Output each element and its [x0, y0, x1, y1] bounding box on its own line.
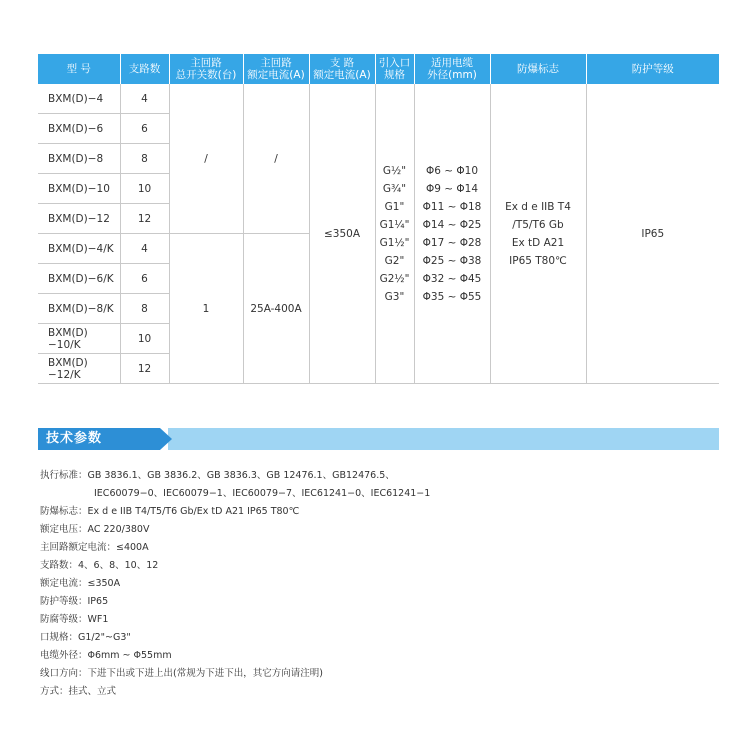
explosion-mark-cell: Ex d e IIB T4 /T5/T6 Gb Ex tD A21 IP65 T80℃ — [490, 84, 586, 384]
header-branches: 支路数 — [120, 54, 169, 84]
param-explosion-mark: 防爆标志：Ex d e IIB T4/T5/T6 Gb/Ex tD A21 IP65 T80℃ — [40, 506, 300, 517]
header-model: 型 号 — [38, 54, 120, 84]
param-branch-count: 支路数：4、6、8、10、12 — [40, 560, 159, 571]
param-inlet-spec: 口规格：G1/2"~G3" — [40, 632, 131, 643]
branches-cell: 10 — [120, 324, 169, 354]
model-cell: BXM(D)−4/K — [38, 234, 120, 264]
header-cable-diameter: 适用电缆 外径(mm) — [414, 54, 490, 84]
param-main-current: 主回路额定电流：≤400A — [40, 542, 149, 553]
main-current-cell: / — [243, 84, 309, 234]
branches-cell: 4 — [120, 234, 169, 264]
cable-diameter-cell: Φ6 ~ Φ10 Φ9 ~ Φ14 Φ11 ~ Φ18 Φ14 ~ Φ25 Φ17 ~ Φ28 Φ25 ~ Φ38 Φ32 ~ Φ45 Φ35 ~ Φ55 — [414, 84, 490, 384]
model-cell: BXM(D)−4 — [38, 84, 120, 114]
param-cable-diameter: 电缆外径：Φ6mm ~ Φ55mm — [40, 650, 172, 661]
branches-cell: 12 — [120, 204, 169, 234]
tech-params-list — [40, 467, 720, 701]
model-cell: BXM(D)−8/K — [38, 294, 120, 324]
branches-cell: 6 — [120, 114, 169, 144]
section-title: 技术参数 — [38, 428, 160, 450]
branches-cell: 12 — [120, 354, 169, 384]
param-rated-voltage: 额定电压：AC 220/380V — [40, 524, 150, 535]
header-branch-current: 支 路 额定电流(A) — [309, 54, 375, 84]
table-header-row — [38, 54, 719, 84]
model-cell: BXM(D)−6/K — [38, 264, 120, 294]
param-standards: 执行标准：GB 3836.1、GB 3836.2、GB 3836.3、GB 12476.1、GB12476.5、 — [40, 470, 395, 481]
branches-cell: 6 — [120, 264, 169, 294]
param-cable-direction: 线口方向：下进下出或下进上出(常规为下进下出，其它方向请注明) — [40, 668, 323, 679]
model-cell: BXM(D)−12 — [38, 204, 120, 234]
header-inlet-spec: 引入口 规格 — [375, 54, 414, 84]
header-explosion-mark: 防爆标志 — [490, 54, 586, 84]
protection-cell: IP65 — [586, 84, 719, 384]
branches-cell: 8 — [120, 294, 169, 324]
model-cell: BXM(D)−6 — [38, 114, 120, 144]
main-switches-cell: 1 — [169, 234, 243, 384]
param-rated-current: 额定电流：≤350A — [40, 578, 121, 589]
param-protection: 防护等级：IP65 — [40, 596, 109, 607]
model-cell: BXM(D)−8 — [38, 144, 120, 174]
branches-cell: 8 — [120, 144, 169, 174]
branches-cell: 4 — [120, 84, 169, 114]
section-arrow-icon — [160, 428, 172, 450]
branch-current-cell: ≤350A — [309, 84, 375, 384]
header-main-current: 主回路 额定电流(A) — [243, 54, 309, 84]
model-cell: BXM(D)−10 — [38, 174, 120, 204]
model-cell: BXM(D)−10/K — [38, 324, 120, 354]
inlet-spec-cell: G½" G¾" G1" G1¼" G1½" G2" G2½" G3" — [375, 84, 414, 384]
branches-cell: 10 — [120, 174, 169, 204]
spec-table — [38, 54, 719, 384]
section-header-strip — [168, 428, 719, 450]
section-header — [38, 428, 719, 450]
header-main-switches: 主回路 总开关数(台) — [169, 54, 243, 84]
model-cell: BXM(D)−12/K — [38, 354, 120, 384]
table-row — [38, 84, 719, 114]
param-mounting: 方式：挂式、立式 — [40, 686, 117, 697]
main-current-cell: 25A-400A — [243, 234, 309, 384]
param-anticorrosion: 防腐等级：WF1 — [40, 614, 109, 625]
main-switches-cell: / — [169, 84, 243, 234]
param-standards-cont: IEC60079−0、IEC60079−1、IEC60079−7、IEC61241−0、IEC61241−1 — [94, 488, 431, 499]
header-protection: 防护等级 — [586, 54, 719, 84]
